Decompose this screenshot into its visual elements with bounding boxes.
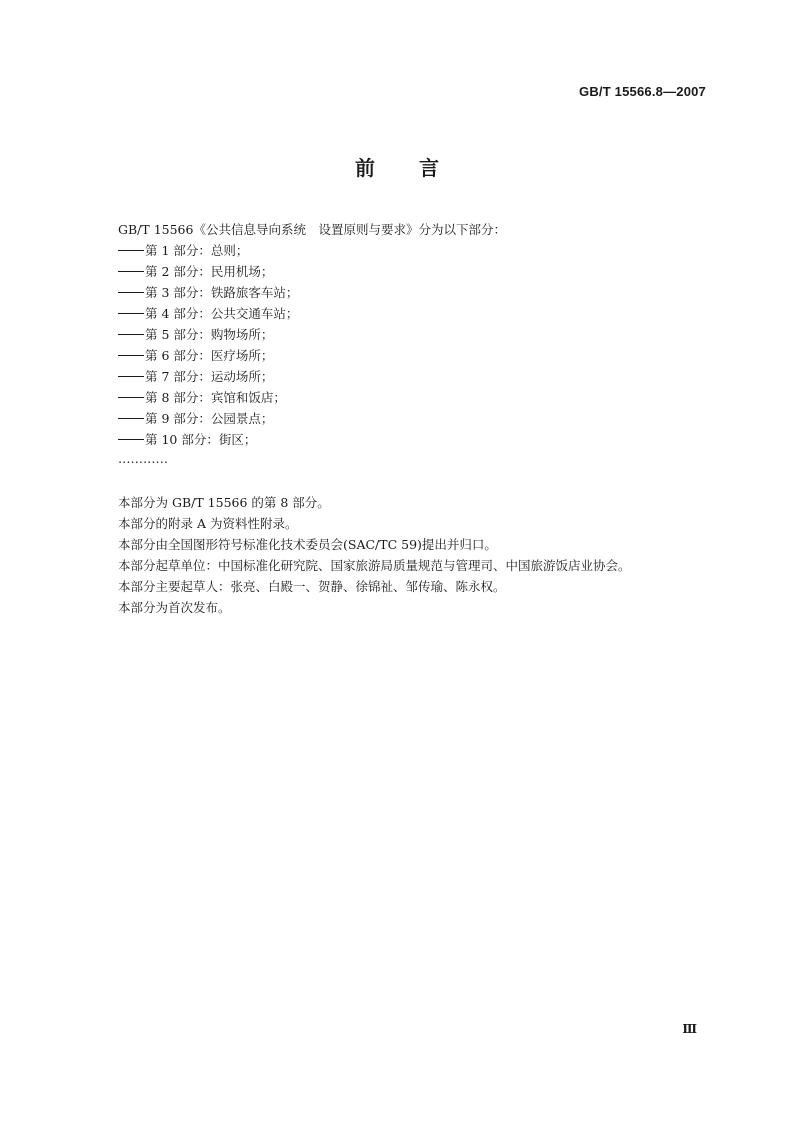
em-dash-mark (118, 271, 144, 272)
em-dash-mark (118, 355, 144, 356)
page-title: 前言 (355, 156, 483, 180)
list-item: 第 3 部分：铁路旅客车站； (118, 282, 698, 303)
em-dash-mark (118, 376, 144, 377)
paragraph: 本部分为 GB/T 15566 的第 8 部分。 (118, 495, 330, 510)
list-item: 第 2 部分：民用机场； (118, 261, 698, 282)
paragraph-spacer (118, 471, 698, 492)
em-dash-mark (118, 397, 144, 398)
list-ellipsis: ………… (118, 451, 168, 466)
list-item: 第 5 部分：购物场所； (118, 324, 698, 345)
list-item: 第 9 部分：公园景点； (118, 408, 698, 429)
em-dash-mark (118, 250, 144, 251)
parts-list (118, 240, 698, 450)
em-dash-mark (118, 418, 144, 419)
list-item: 第 7 部分：运动场所； (118, 366, 698, 387)
preface-body (118, 219, 698, 618)
em-dash-mark (118, 334, 144, 335)
list-item: 第 10 部分：街区； (118, 429, 698, 450)
paragraph: 本部分由全国图形符号标准化技术委员会(SAC/TC 59)提出并归口。 (118, 537, 497, 552)
page-number: Ⅲ (682, 1022, 697, 1036)
list-item: 第 6 部分：医疗场所； (118, 345, 698, 366)
paragraph: 本部分的附录 A 为资料性附录。 (118, 516, 298, 531)
em-dash-mark (118, 313, 144, 314)
paragraph: 本部分为首次发布。 (118, 600, 231, 615)
standard-code: GB/T 15566.8—2007 (579, 84, 706, 99)
paragraph: 本部分主要起草人：张亮、白殿一、贺静、徐锦祉、邹传瑜、陈永权。 (118, 579, 506, 594)
list-item: 第 4 部分：公共交通车站； (118, 303, 698, 324)
em-dash-mark (118, 292, 144, 293)
paragraph: 本部分起草单位：中国标准化研究院、国家旅游局质量规范与管理司、中国旅游饭店业协会。 (118, 558, 631, 573)
list-item: 第 8 部分：宾馆和饭店； (118, 387, 698, 408)
list-item: 第 1 部分：总则； (118, 240, 698, 261)
em-dash-mark (118, 439, 144, 440)
intro-line: GB/T 15566《公共信息导向系统 设置原则与要求》分为以下部分： (118, 222, 506, 237)
